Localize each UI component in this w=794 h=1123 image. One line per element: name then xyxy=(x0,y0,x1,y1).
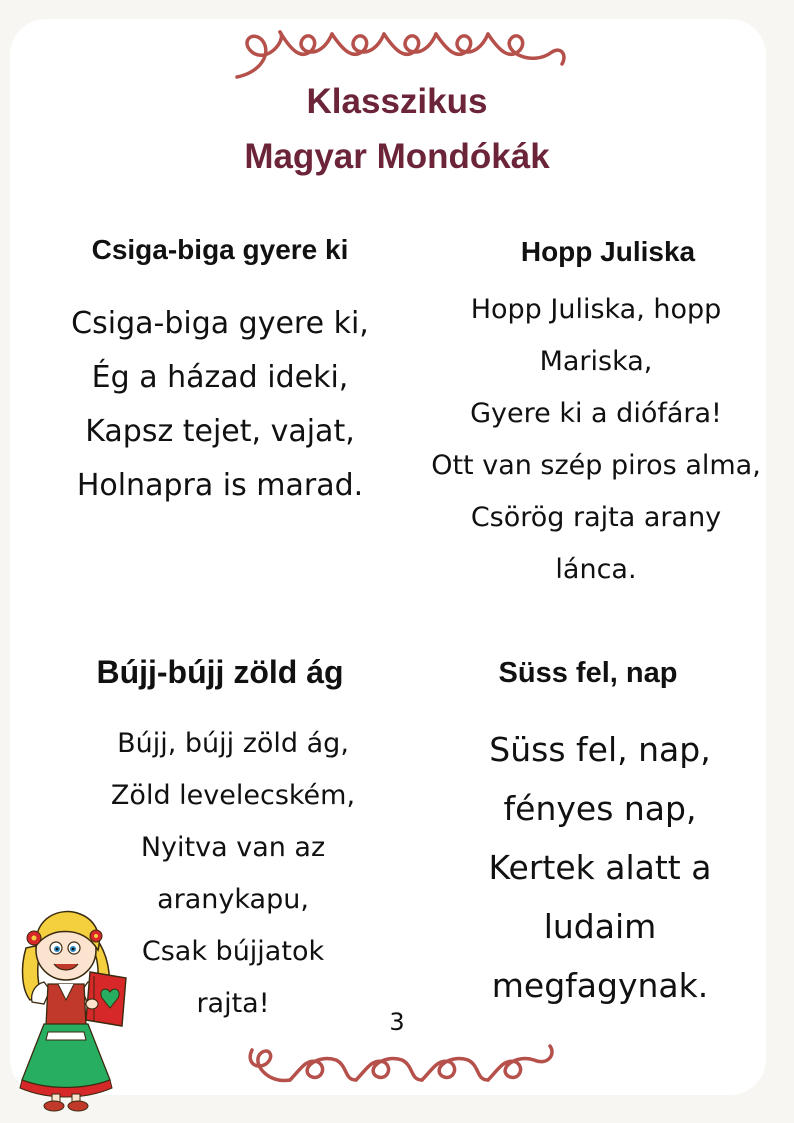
page-title-line1: Klasszikus xyxy=(306,82,488,121)
girl-illustration-icon xyxy=(14,908,136,1116)
rhyme-line: Ott van szép piros alma, xyxy=(431,450,761,481)
rhyme-line: megfagynak. xyxy=(491,966,709,1005)
rhyme-heading: Süss fel, nap xyxy=(498,657,678,689)
rhyme-text xyxy=(30,297,410,513)
rhyme-line: rajta! xyxy=(196,988,270,1019)
rhyme-line: Mariska, xyxy=(539,346,653,377)
rhyme-text xyxy=(420,720,780,1015)
rhyme-line: lánca. xyxy=(555,554,637,585)
rhyme-line: Csiga-biga gyere ki, xyxy=(71,306,369,341)
rhyme-line: fényes nap, xyxy=(503,789,697,828)
rhyme-line: Bújj, bújj zöld ág, xyxy=(117,728,349,759)
rhyme-line: Csak bújjatok xyxy=(141,936,325,967)
rhyme-line: Nyitva van az xyxy=(140,832,326,863)
bottom-swirl-ornament-icon xyxy=(244,1040,564,1096)
rhyme-line: Gyere ki a diófára! xyxy=(470,398,722,429)
rhyme-line: Holnapra is marad. xyxy=(76,468,364,503)
top-swirl-ornament-icon xyxy=(232,22,572,82)
page-number: 3 xyxy=(389,1008,405,1036)
rhyme-line: Kapsz tejet, vajat, xyxy=(85,414,355,449)
rhyme-line: Kertek alatt a xyxy=(488,848,712,887)
rhyme-line: Zöld levelecském, xyxy=(110,780,356,811)
rhyme-line: Hopp Juliska, hopp xyxy=(470,294,722,325)
page-title-line2: Magyar Mondókák xyxy=(244,137,550,176)
rhyme-line: ludaim xyxy=(543,907,657,946)
rhyme-line: Ég a házad ideki, xyxy=(91,360,349,395)
rhyme-heading: Csiga-biga gyere ki xyxy=(91,234,349,265)
rhyme-heading: Bújj-bújj zöld ág xyxy=(96,654,344,690)
rhyme-heading: Hopp Juliska xyxy=(520,236,696,267)
rhyme-line: Süss fel, nap, xyxy=(489,730,711,769)
rhyme-line: aranykapu, xyxy=(157,884,309,915)
rhyme-text xyxy=(398,284,794,596)
rhyme-line: Csörög rajta arany xyxy=(470,502,722,533)
